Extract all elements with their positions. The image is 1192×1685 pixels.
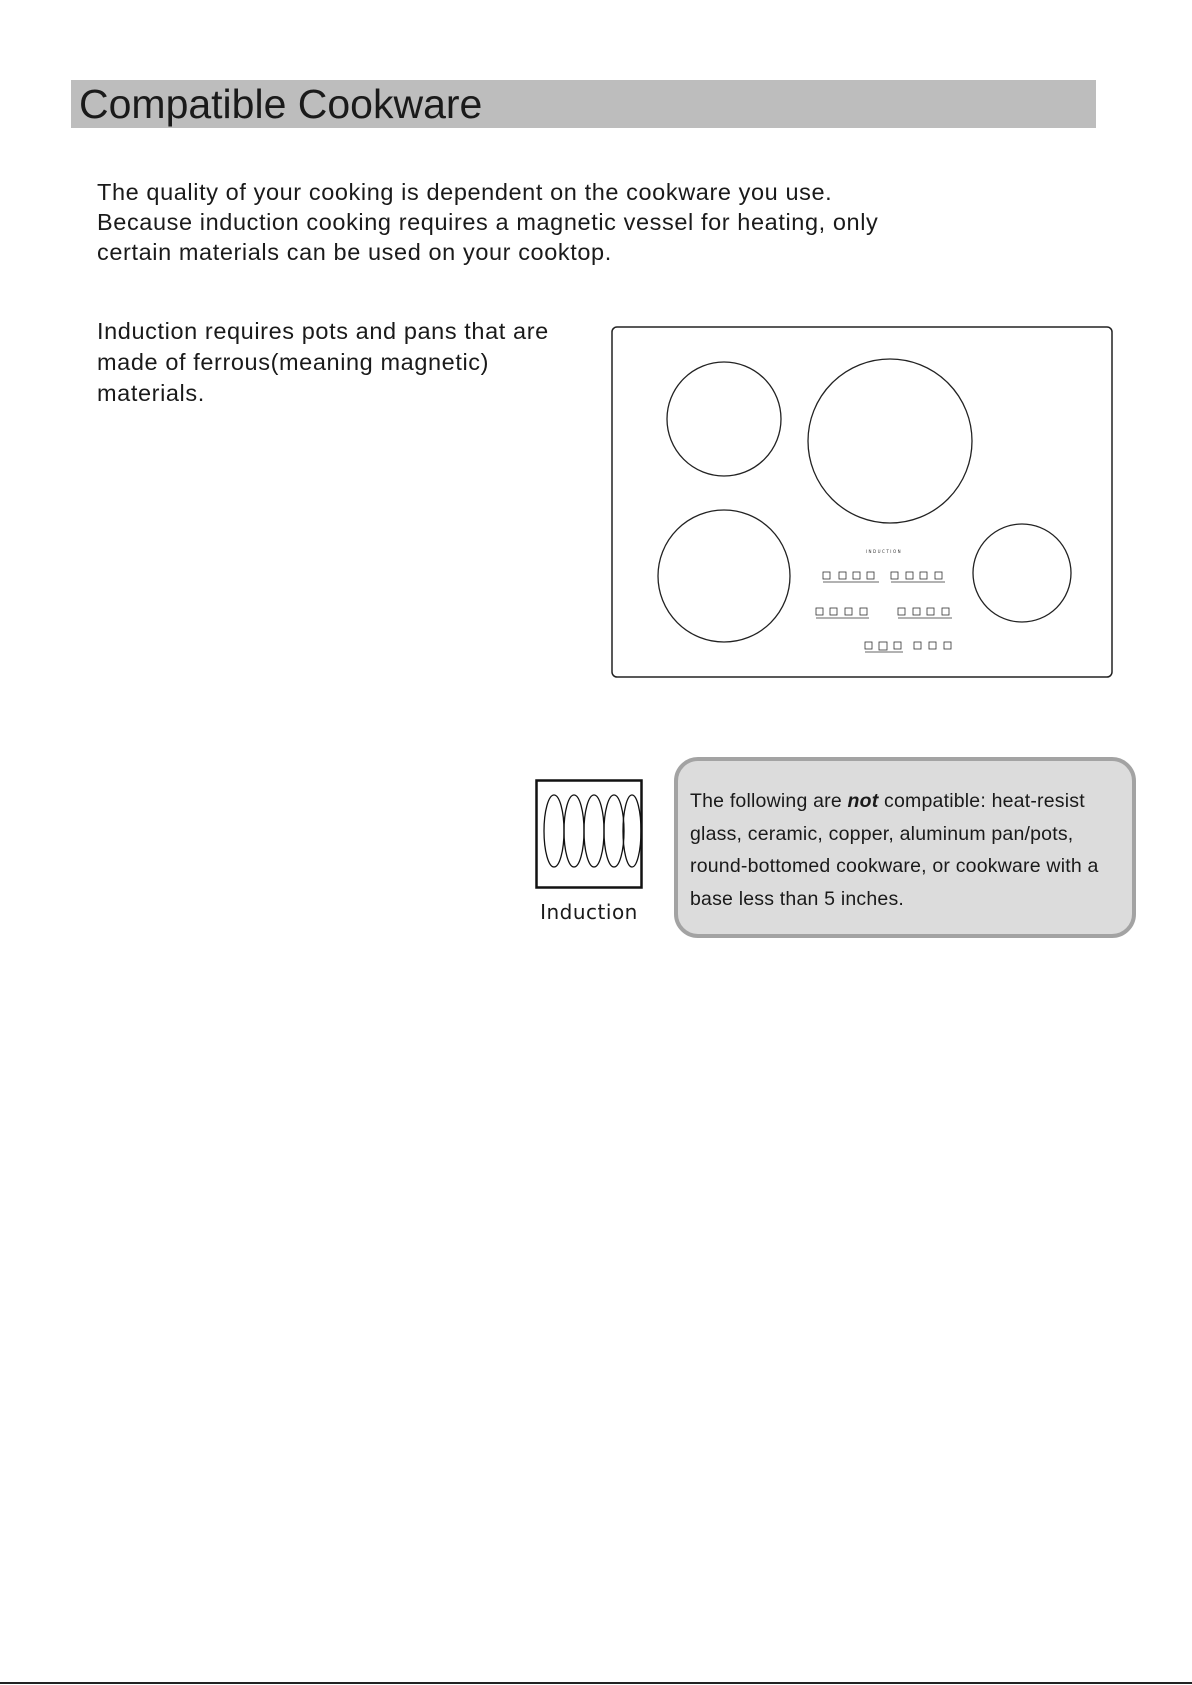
- induction-symbol-label: Induction: [540, 900, 638, 924]
- cooktop-outline: [612, 327, 1112, 677]
- page-title: Compatible Cookware: [79, 81, 483, 127]
- burner-front-left: [658, 510, 790, 642]
- note-text-segment: compatible: heat-resist: [878, 790, 1085, 812]
- cooktop-brand-text: INDUCTION: [865, 549, 903, 554]
- note-text: [690, 785, 1124, 915]
- note-line: base less than 5 inches.: [690, 887, 905, 910]
- note-line: [690, 785, 1124, 818]
- burner-right: [973, 524, 1071, 622]
- induction-coil-icon: [535, 779, 643, 889]
- control-row-1-right: [891, 572, 945, 582]
- intro-line: The quality of your cooking is dependent on the cookware you use.: [97, 179, 833, 205]
- control-row-2-right: [898, 608, 952, 618]
- control-row-2-left: [816, 608, 869, 618]
- note-line: round-bottomed cookware, or cookware with a: [690, 855, 1099, 877]
- intro-line: certain materials can be used on your cooktop.: [97, 239, 612, 265]
- requirement-line: materials.: [97, 380, 205, 406]
- note-line: glass, ceramic, copper, aluminum pan/pots,: [690, 822, 1074, 845]
- section-title-bar: [71, 80, 1096, 128]
- requirement-line: made of ferrous(meaning magnetic): [97, 349, 490, 375]
- footer-rule: [0, 1682, 1192, 1684]
- control-row-3: [865, 642, 951, 652]
- note-emphasis: not: [847, 790, 879, 812]
- intro-paragraph: [97, 177, 997, 267]
- intro-line: Because induction cooking requires a magnetic vessel for heating, only: [97, 209, 879, 235]
- burner-back-left: [667, 362, 781, 476]
- cooktop-illustration: [609, 324, 1115, 680]
- requirement-line: Induction requires pots and pans that are: [97, 318, 549, 344]
- control-row-1-left: [823, 572, 879, 582]
- burner-back-center: [808, 359, 972, 523]
- incompatible-cookware-note: [674, 757, 1136, 938]
- requirement-paragraph: [97, 316, 617, 409]
- note-text-segment: The following are: [690, 790, 848, 812]
